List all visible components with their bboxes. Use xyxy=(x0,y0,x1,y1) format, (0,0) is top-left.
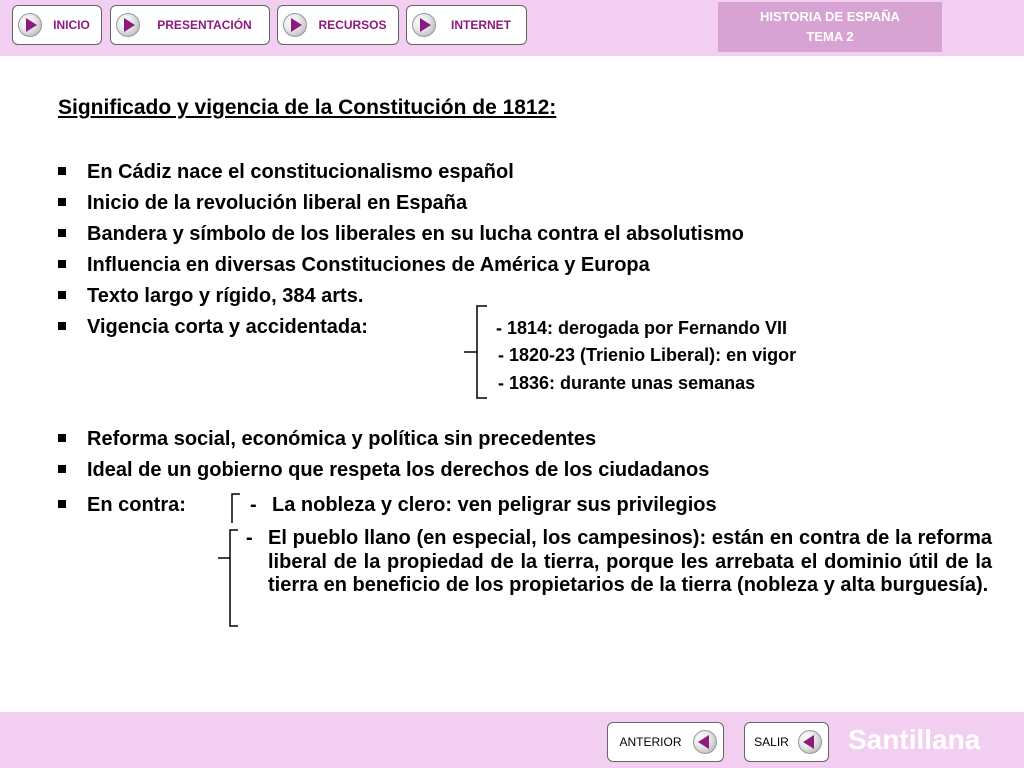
bracket-en-contra-1 xyxy=(232,494,240,523)
bullet-text: Ideal de un gobierno que respeta los derechos de los ciudadanos xyxy=(87,459,710,481)
bullet-text: Texto largo y rígido, 384 arts. xyxy=(87,285,364,307)
bullet-text: Inicio de la revolución liberal en España xyxy=(87,192,468,214)
title-line-2: TEMA 2 xyxy=(806,29,854,44)
anterior-label: ANTERIOR xyxy=(619,735,682,749)
bullet-text: En contra: xyxy=(87,494,186,516)
vigencia-item: - 1820-23 (Trienio Liberal): en vigor xyxy=(498,345,797,365)
vigencia-item: - 1836: durante unas semanas xyxy=(498,373,756,393)
play-left-icon xyxy=(693,730,717,754)
bullet-text: Reforma social, económica y política sin precedentes xyxy=(87,428,597,450)
en-contra-paragraph: El pueblo llano (en especial, los campesinos): están en contra de la reforma liberal de la propiedad de la tierra, porque les arrebata el dominio útil de la tierra en beneficio de los propietarios de la tierra (nobleza y alta burguesía). xyxy=(268,527,992,596)
bracket-vigencia xyxy=(464,306,487,398)
en-contra-dash: - xyxy=(246,527,253,549)
bullet-text: Bandera y símbolo de los liberales en su lucha contra el absolutismo xyxy=(87,223,744,245)
publisher-logo: Santillana xyxy=(848,724,981,755)
nav-internet-label: INTERNET xyxy=(451,18,511,32)
bullet-text: Vigencia corta y accidentada: xyxy=(87,316,368,338)
bullet-text: En Cádiz nace el constitucionalismo español xyxy=(87,161,514,183)
nav-recursos-label: RECURSOS xyxy=(318,18,387,32)
nav-presentacion-label: PRESENTACIÓN xyxy=(157,18,252,32)
vigencia-item: - 1814: derogada por Fernando VII xyxy=(496,318,788,338)
en-contra-item: La nobleza y clero: ven peligrar sus privilegios xyxy=(272,494,717,516)
salir-button[interactable] xyxy=(744,722,829,762)
bullet-text: Influencia en diversas Constituciones de América y Europa xyxy=(87,254,650,276)
salir-label: SALIR xyxy=(754,735,789,749)
title-line-1: HISTORIA DE ESPAÑA xyxy=(760,9,900,24)
play-left-icon xyxy=(798,730,822,754)
bracket-en-contra-2 xyxy=(218,530,238,626)
page-title: Significado y vigencia de la Constitución de 1812: xyxy=(58,96,557,119)
nav-inicio-label: INICIO xyxy=(53,18,90,32)
anterior-button[interactable] xyxy=(607,722,724,762)
en-contra-dash: - xyxy=(250,494,257,516)
